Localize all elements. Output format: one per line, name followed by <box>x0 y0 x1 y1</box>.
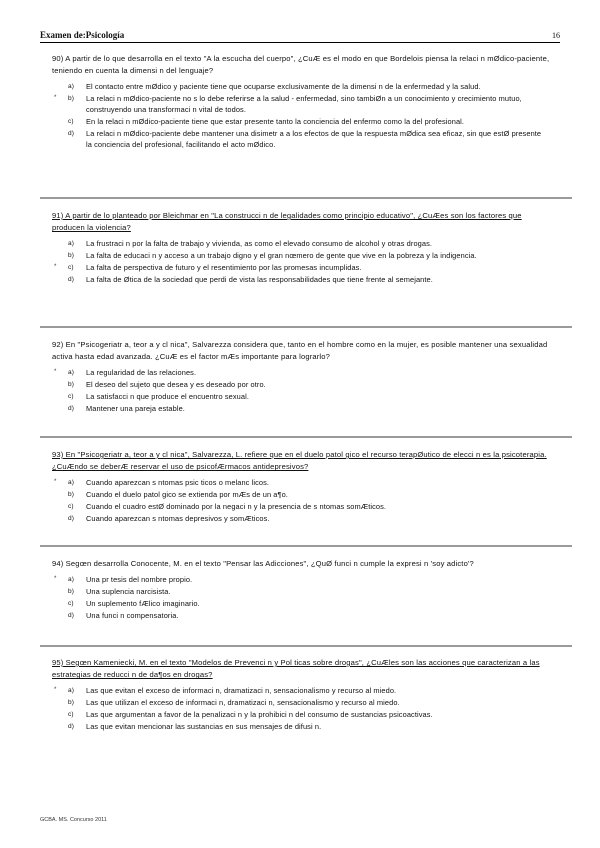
option-text: Cuando aparezcan s ntomas psic ticos o melanc licos. <box>86 478 270 488</box>
option-text: La relaci n mØdico-paciente no s lo debe referirse a la salud - enfermedad, sino tambiØn a un conocimiento y crecimiento mutuo, construyendo una transformaci n vital de todos. <box>86 94 522 115</box>
option-letter: d) <box>68 405 74 413</box>
option-letter: a) <box>68 576 74 584</box>
question-stem: 90) A partir de lo que desarrolla en el texto "A la escucha del cuerpo", ¿CuÆ es el modo en que Bordelois piensa la relaci n mØdico-paciente, teniendo en cuenta la dimensi n del lenguaje? <box>52 54 550 76</box>
option-b <box>40 489 546 500</box>
option-text: La relaci n mØdico-paciente debe mantener una disimetr a a los efectos de que la respuesta mØdica sea eficaz, sin que estØ presente la conciencia del profesional, facilitando el acto mØdico. <box>86 129 542 150</box>
option-text: Cuando aparezcan s ntomas depresivos y somÆticos. <box>86 514 270 524</box>
options-list <box>40 238 560 285</box>
option-letter: b) <box>68 588 74 596</box>
option-letter: c) <box>68 264 74 272</box>
option-letter: b) <box>68 699 74 707</box>
correct-marker: * <box>54 576 57 583</box>
option-text: Una funci n compensatoria. <box>86 611 179 621</box>
option-text: La falta de educaci n y acceso a un trabajo digno y el gran nœmero de gente que vive en la pobreza y la indigencia. <box>86 251 477 261</box>
option-text: La regularidad de las relaciones. <box>86 368 197 378</box>
option-letter: a) <box>68 687 74 695</box>
option-a <box>40 685 546 696</box>
option-letter: d) <box>68 130 74 138</box>
options-list <box>40 367 560 414</box>
option-c <box>40 391 546 402</box>
question-stem: 92) En "Psicogeriatr a, teor a y cl nica", Salvarezza considera que, tanto en el hombre como en la mujer, es posible mantener una sexualidad activa hasta edad avanzada. ¿CuÆ es el factor mÆs importante para lograrlo? <box>52 340 548 362</box>
option-b <box>40 250 546 261</box>
question-95 <box>40 657 560 733</box>
option-letter: b) <box>68 381 74 389</box>
option-b <box>40 697 546 708</box>
option-text: Mantener una pareja estable. <box>86 404 185 414</box>
option-text: Las que utilizan el exceso de informaci n, dramatizaci n, sensacionalismo y recurso al miedo. <box>86 698 400 708</box>
option-text: El contacto entre mØdico y paciente tiene que ocuparse exclusivamente de la dimensi n de la enfermedad y la salud. <box>86 82 481 92</box>
option-letter: b) <box>68 95 74 103</box>
option-d <box>40 610 546 621</box>
option-letter: d) <box>68 515 74 523</box>
page-number: 16 <box>552 31 560 40</box>
option-d <box>40 128 546 150</box>
question-stem: 91) A partir de lo planteado por Bleichmar en "La construcci n de legalidades como principio educativo", ¿CuÆes son los factores que producen la violencia? <box>52 211 522 233</box>
option-letter: a) <box>68 240 74 248</box>
option-text: La falta de perspectiva de futuro y el resentimiento por las promesas incumplidas. <box>86 263 362 273</box>
option-a <box>40 574 546 585</box>
options-list <box>40 81 560 150</box>
option-letter: a) <box>68 83 74 91</box>
option-a <box>40 367 546 378</box>
option-text: Cuando el cuadro estØ dominado por la negaci n y la presencia de s ntomas somÆticos. <box>86 502 387 512</box>
question-separator <box>40 545 572 547</box>
question-separator <box>40 326 572 328</box>
option-text: En la relaci n mØdico-paciente tiene que estar presente tanto la conciencia del enfermo como la del profesional. <box>86 117 465 127</box>
option-letter: d) <box>68 723 74 731</box>
correct-marker: * <box>54 369 57 376</box>
option-letter: c) <box>68 711 74 719</box>
option-b <box>40 586 546 597</box>
option-text: Cuando el duelo patol gico se extienda por mÆs de un a¶o. <box>86 490 288 500</box>
option-b <box>40 379 546 390</box>
option-c <box>40 262 546 273</box>
option-letter: b) <box>68 252 74 260</box>
option-a <box>40 238 546 249</box>
option-text: Una suplencia narcisista. <box>86 587 171 597</box>
option-text: La falta de Øtica de la sociedad que perdi de vista las responsabilidades que tiene frente al semejante. <box>86 275 433 285</box>
question-92 <box>40 339 560 415</box>
option-letter: c) <box>68 393 74 401</box>
option-text: La satisfacci n que produce el encuentro sexual. <box>86 392 249 402</box>
footer-text: GCBA. MS. Concurso 2011 <box>40 817 107 823</box>
option-text: Un suplemento fÆlico imaginario. <box>86 599 200 609</box>
option-a <box>40 81 546 92</box>
header-rule <box>40 42 560 43</box>
options-list <box>40 685 560 732</box>
option-letter: a) <box>68 369 74 377</box>
question-91 <box>40 210 560 286</box>
option-letter: d) <box>68 612 74 620</box>
correct-marker: * <box>54 479 57 486</box>
question-stem: 93) En "Psicogeriatr a, teor a y cl nica", Salvarezza, L. refiere que en el duelo patol gico el recurso terapØutico de elecci n es la psicoterapia. ¿CuÆndo se deberÆ reservar el uso de psicofÆrmacos antidepresivos? <box>52 450 547 472</box>
option-c <box>40 501 546 512</box>
option-letter: b) <box>68 491 74 499</box>
option-c <box>40 709 546 720</box>
question-separator <box>40 197 572 199</box>
option-b <box>40 93 546 115</box>
option-c <box>40 116 546 127</box>
option-text: Las que evitan mencionar las sustancias en sus mensajes de difusi n. <box>86 722 322 732</box>
option-letter: c) <box>68 118 74 126</box>
option-letter: c) <box>68 600 74 608</box>
option-text: Las que evitan el exceso de informaci n, dramatizaci n, sensacionalismo y recurso al miedo. <box>86 686 397 696</box>
question-stem: 95) Segœn Kameniecki, M. en el texto "Modelos de Prevenci n y Pol ticas sobre drogas", ¿CuÆles son las acciones que caracterizan a las estrategias de reducci n de da¶os en drogas? <box>52 658 540 680</box>
option-d <box>40 403 546 414</box>
option-letter: d) <box>68 276 74 284</box>
exam-title: Examen de:Psicología <box>40 30 125 40</box>
option-a <box>40 477 546 488</box>
option-c <box>40 598 546 609</box>
question-separator <box>40 645 572 647</box>
option-letter: a) <box>68 479 74 487</box>
correct-marker: * <box>54 95 57 102</box>
correct-marker: * <box>54 264 57 271</box>
option-text: Las que argumentan a favor de la penalizaci n y la prohibici n del consumo de sustancias psicoactivas. <box>86 710 433 720</box>
question-93 <box>40 449 560 525</box>
option-letter: c) <box>68 503 74 511</box>
correct-marker: * <box>54 687 57 694</box>
option-text: La frustraci n por la falta de trabajo y vivienda, as como el elevado consumo de alcohol y otras drogas. <box>86 239 433 249</box>
option-d <box>40 274 546 285</box>
option-text: El deseo del sujeto que desea y es deseado por otro. <box>86 380 266 390</box>
option-text: Una pr tesis del nombre propio. <box>86 575 193 585</box>
options-list <box>40 477 560 524</box>
question-94 <box>40 558 560 622</box>
option-d <box>40 721 546 732</box>
question-separator <box>40 436 572 438</box>
question-90 <box>40 53 560 151</box>
option-d <box>40 513 546 524</box>
options-list <box>40 574 560 621</box>
question-stem: 94) Segœn desarrolla Conocente, M. en el texto "Pensar las Adicciones", ¿QuØ funci n cumple la expresi n 'soy adicto'? <box>52 559 474 568</box>
